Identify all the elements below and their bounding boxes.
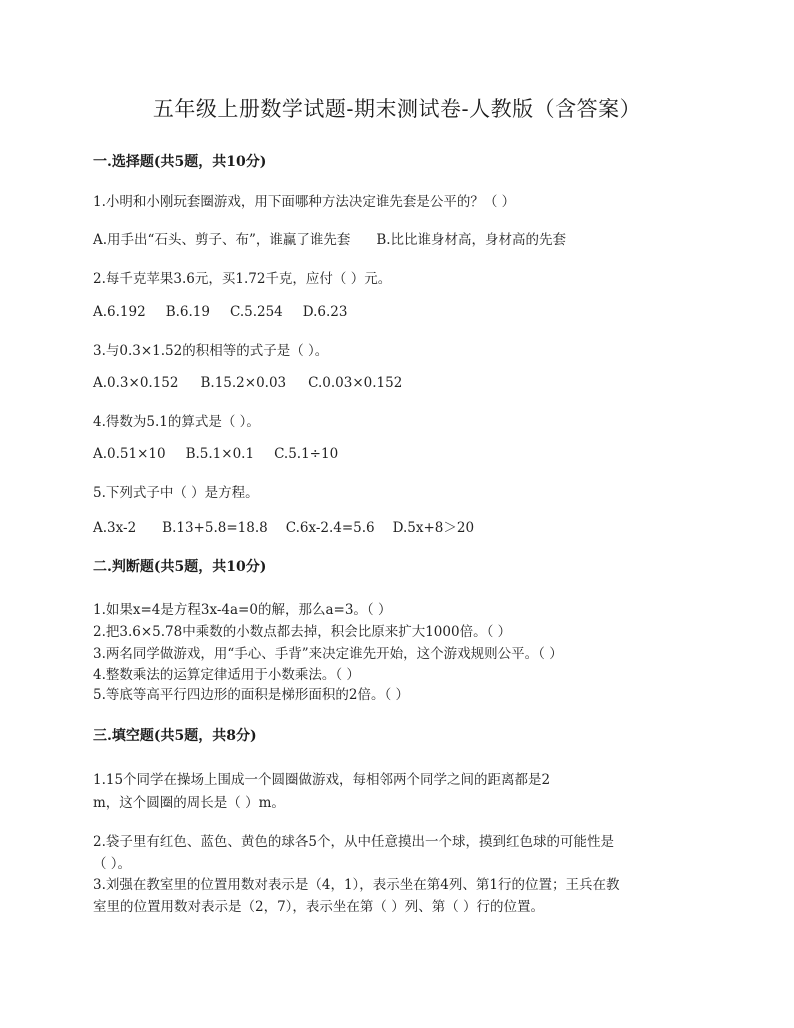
judge-item-1: 1.如果x=4是方程3x-4a=0的解，那么a=3。（ ） (93, 602, 392, 618)
fill-q3-line-2: 室里的位置用数对表示是（2，7），表示坐在第（ ）列、第（ ）行的位置。 (93, 899, 545, 915)
option-c: C.5.254 (229, 304, 283, 320)
option-a: A.0.3×0.152 (93, 375, 179, 391)
question-2-options (93, 304, 347, 320)
fill-q2-line-1: 2.袋子里有红色、蓝色、黄色的球各5个，从中任意摸出一个球，摸到红色球的可能性是 (93, 834, 614, 850)
option-b: B.15.2×0.03 (200, 375, 287, 391)
section-1-header: 一.选择题(共5题，共10分) (93, 154, 267, 170)
page-title: 五年级上册数学试题-期末测试卷-人教版（含答案） (152, 97, 642, 121)
judge-item-3: 3.两名同学做游戏，用“手心、手背”来决定谁先开始，这个游戏规则公平。（ ） (93, 646, 563, 662)
section-3-header: 三.填空题(共5题，共8分) (93, 728, 257, 744)
option-a: A.3x-2 (93, 520, 137, 536)
question-5-options (93, 516, 474, 536)
option-a: A.6.192 (93, 304, 146, 320)
option-b: B.比比谁身材高，身材高的先套 (376, 232, 567, 248)
section-2-header: 二.判断题(共5题，共10分) (93, 559, 267, 575)
question-1-stem: 1.小明和小刚玩套圈游戏，用下面哪种方法决定谁先套是公平的？（ ） (93, 194, 516, 210)
fill-q3-line-1: 3.刘强在教室里的位置用数对表示是（4，1），表示坐在第4列、第1行的位置；王兵在教 (93, 877, 620, 893)
question-4-stem: 4.得数为5.1的算式是（ ）。 (93, 414, 260, 430)
question-2-stem: 2.每千克苹果3.6元，买1.72千克，应付（ ）元。 (93, 271, 392, 287)
option-c: C.0.03×0.152 (308, 375, 403, 391)
option-a: A.用手出“石头、剪子、布”，谁赢了谁先套 (93, 232, 351, 248)
option-c: C.5.1÷10 (274, 446, 339, 462)
option-d: D.6.23 (302, 304, 348, 320)
judge-item-4: 4.整数乘法的运算定律适用于小数乘法。（ ） (93, 667, 360, 683)
fill-q1-line-2: m，这个圆圈的周长是（ ）m。 (93, 795, 285, 811)
judge-item-2: 2.把3.6×5.78中乘数的小数点都去掉，积会比原来扩大1000倍。（ ） (93, 624, 512, 640)
judge-item-5: 5.等底等高平行四边形的面积是梯形面积的2倍。（ ） (93, 687, 410, 703)
question-4-options (93, 446, 338, 462)
option-b: B.5.1×0.1 (185, 446, 255, 462)
question-3-options (93, 375, 402, 391)
fill-q2-line-2: （ ）。 (93, 856, 132, 872)
question-1-options (93, 228, 566, 248)
option-c: C.6x-2.4=5.6 (285, 520, 375, 536)
option-b: B.13+5.8=18.8 (162, 520, 268, 536)
fill-q1-line-1: 1.15个同学在操场上围成一个圆圈做游戏，每相邻两个同学之间的距离都是2 (93, 772, 551, 788)
question-5-stem: 5.下列式子中（ ）是方程。 (93, 485, 259, 501)
question-3-stem: 3.与0.3×1.52的积相等的式子是（ ）。 (93, 343, 329, 359)
option-a: A.0.51×10 (93, 446, 166, 462)
option-d: D.5x+8＞20 (392, 520, 475, 536)
option-b: B.6.19 (165, 304, 210, 320)
